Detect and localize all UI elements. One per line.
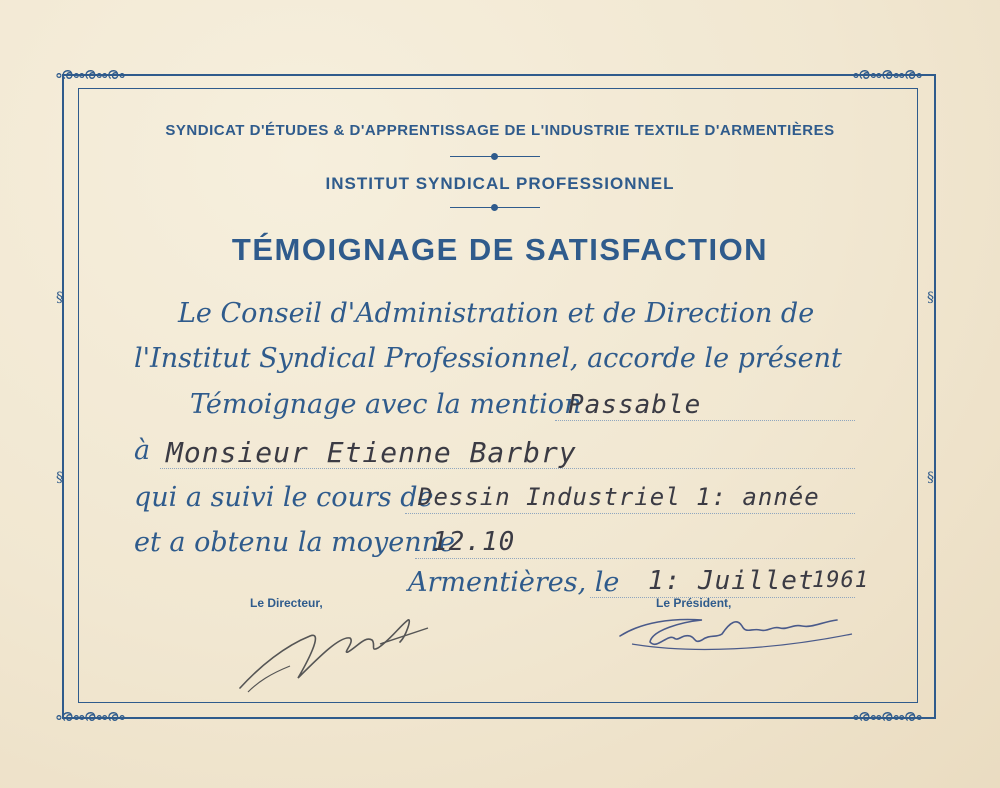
place-line: Armentières, le: [408, 567, 620, 598]
divider: [450, 156, 540, 157]
institute-heading: INSTITUT SYNDICAL PROFESSIONNEL: [325, 174, 675, 193]
director-label: Le Directeur,: [250, 596, 323, 610]
recipient-handwritten: Monsieur Etienne Barbry: [166, 436, 577, 469]
body-line-2: l'Institut Syndical Professionnel, accorde le présent: [134, 343, 842, 374]
year-handwritten: 1961: [812, 568, 869, 593]
corner-ornament-bottom-left: ൟൟൟ: [55, 706, 124, 725]
mention-handwritten: Passable: [568, 390, 702, 420]
director-signature: [230, 606, 440, 696]
syndicate-heading: SYNDICAT D'ÉTUDES & D'APPRENTISSAGE DE L'INDUSTRIE TEXTILE D'ARMENTIÈRES: [165, 122, 835, 139]
divider: [450, 207, 540, 208]
body-line-1: Le Conseil d'Administration et de Direction de: [178, 298, 815, 329]
course-handwritten: Dessin Industriel 1: année: [418, 483, 820, 511]
side-ornament-right: §: [927, 290, 934, 306]
president-label: Le Président,: [656, 596, 732, 610]
side-ornament-left: §: [56, 470, 63, 486]
dotted-line: [555, 420, 855, 421]
corner-ornament-top-right: ൟൟൟ: [852, 64, 921, 83]
body-line-3: Témoignage avec la mention: [190, 389, 582, 420]
corner-ornament-bottom-right: ൟൟൟ: [852, 706, 921, 725]
dotted-line: [415, 558, 855, 559]
president-signature: [612, 604, 862, 664]
body-line-4: à: [134, 435, 151, 466]
certificate-title: TÉMOIGNAGE DE SATISFACTION: [231, 232, 769, 267]
side-ornament-left: §: [56, 290, 63, 306]
average-handwritten: 12.10: [432, 527, 516, 557]
dotted-line: [405, 513, 855, 514]
body-line-6: et a obtenu la moyenne: [134, 527, 455, 558]
side-ornament-right: §: [927, 470, 934, 486]
corner-ornament-top-left: ൟൟൟ: [55, 64, 124, 83]
date-handwritten: 1: Juillet: [648, 566, 815, 596]
body-line-5: qui a suivi le cours de: [134, 482, 434, 513]
